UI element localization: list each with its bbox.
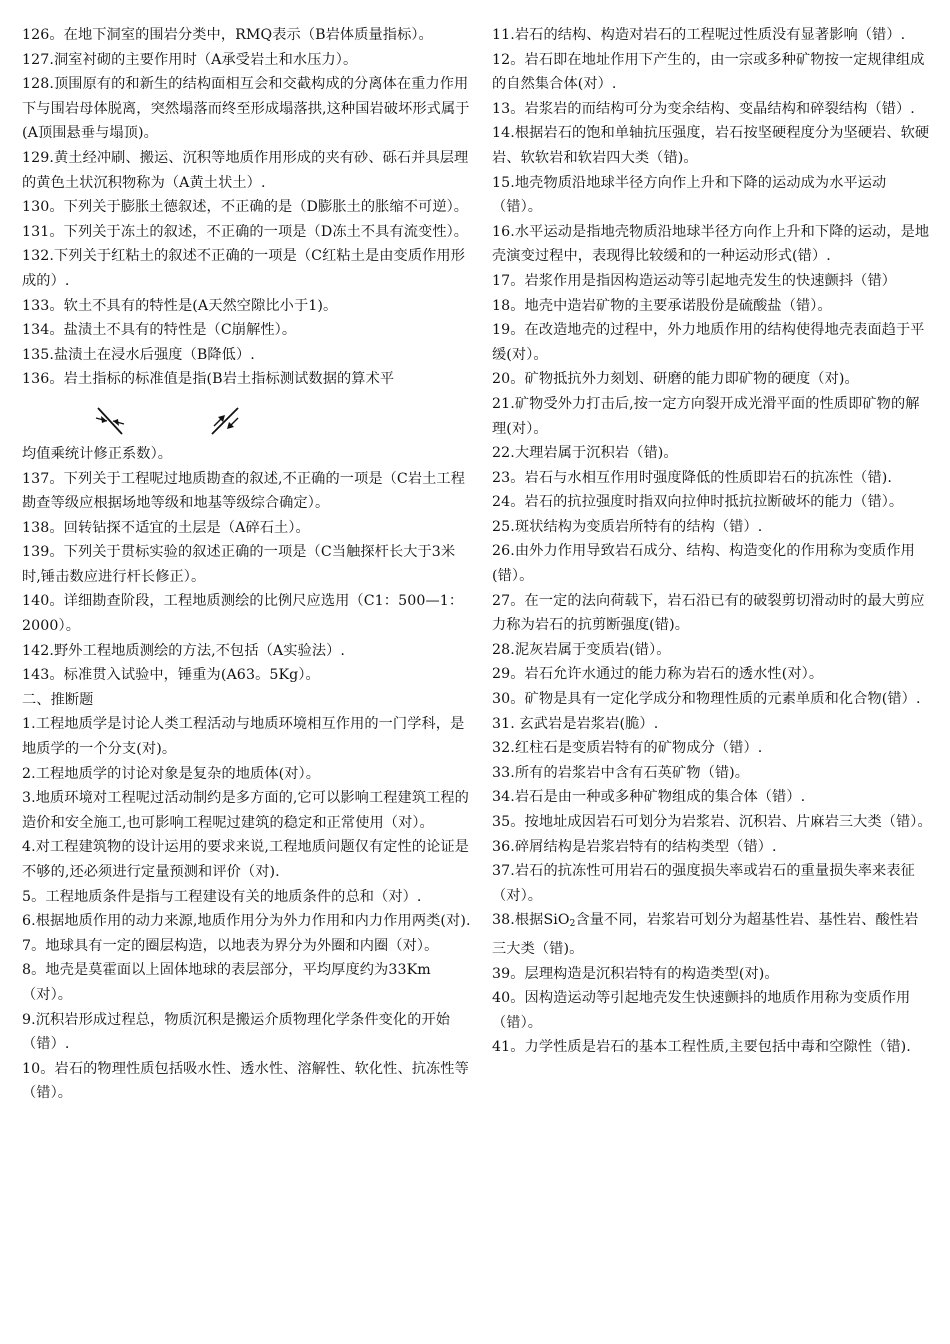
question-item: 4.对工程建筑物的设计运用的要求来说,工程地质问题仅有定性的论证是不够的,还必须进行定量预测和评价（对). — [22, 839, 469, 880]
question-item: 21.矿物受外力打击后,按一定方向裂开成光滑平面的性质即矿物的解理(对）。 — [492, 395, 920, 437]
question-item: 30。矿物是具有一定化学成分和物理性质的元素单质和化合物(错）. — [492, 691, 921, 708]
question-item: 139。下列关于贯标实验的叙述正确的一项是（C当触探杆长大于3米时,锤击数应进行杆长修正）。 — [22, 544, 456, 585]
right-column — [492, 23, 932, 1060]
question-item: 9.沉积岩形成过程总，物质沉积是搬运介质物理化学条件变化的开始（错）. — [22, 1011, 451, 1053]
question-item: 6.根据地质作用的动力来源,地质作用分为外力作用和内力作用两类(对). — [22, 913, 471, 930]
question-item: 8。地壳是莫霍面以上固体地球的表层部分，平均厚度约为33Km（对）。 — [22, 962, 431, 1003]
question-item: 10。岩石的物理性质包括吸水性、透水性、溶解性、软化性、抗冻性等（错）。 — [22, 1060, 469, 1102]
question-item: 126。在地下洞室的围岩分类中，RMQ表示（B岩体质量指标）。 — [22, 27, 433, 43]
question-item: 13。岩浆岩的而结构可分为变余结构、变晶结构和碎裂结构（错）. — [492, 100, 915, 117]
question-item: 26.由外力作用导致岩石成分、结构、构造变化的作用称为变质作用(错）。 — [492, 543, 915, 585]
question-item: 133。软土不具有的特性是(A天然空隙比小于1)。 — [22, 297, 338, 314]
question-item: 25.斑状结构为变质岩所特有的结构（错）. — [492, 518, 763, 535]
question-item: 135.盐渍土在浸水后强度（B降低）. — [22, 346, 255, 363]
question-item: 28.泥灰岩属于变质岩(错）。 — [492, 641, 671, 658]
question-item — [492, 908, 932, 961]
fault-arrow-figure — [22, 392, 472, 442]
question-item: 41。力学性质是岩石的基本工程性质,主要包括中毒和空隙性（错). — [492, 1039, 911, 1056]
question-item: 127.洞室衬砌的主要作用时（A承受岩土和水压力）。 — [22, 51, 358, 68]
left-column — [22, 23, 472, 1106]
item-38-subscript: 2 — [569, 919, 576, 930]
question-item: 143。标准贯入试验中，锤重为(A63。5Kg）。 — [22, 667, 320, 684]
question-item: 均值乘统计修正系数）。 — [22, 445, 173, 462]
question-item: 24。岩石的抗拉强度时指双向拉伸时抵抗拉断破坏的能力（错）。 — [492, 494, 904, 511]
left-column-items-after-figure — [22, 442, 472, 1106]
question-item: 130。下列关于膨胀土德叙述，不正确的是（D膨胀土的胀缩不可逆）。 — [22, 199, 469, 216]
question-item: 22.大理岩属于沉积岩（错)。 — [492, 445, 678, 462]
right-column-items — [492, 23, 932, 1060]
question-item: 18。地壳中造岩矿物的主要承诺股份是硫酸盐（错）。 — [492, 297, 832, 314]
question-item: 140。详细勘查阶段，工程地质测绘的比例尺应选用（C1：500—1：2000）。 — [22, 593, 464, 635]
question-item: 23。岩石与水相互作用时强度降低的性质即岩石的抗冻性（错). — [492, 469, 892, 486]
question-item: 40。因构造运动等引起地壳发生快速颤抖的地质作用称为变质作用（错）。 — [492, 990, 911, 1031]
question-item: 17。岩浆作用是指因构造运动等引起地壳发生的快速颤抖（错） — [492, 272, 897, 289]
question-item: 20。矿物抵抗外力刻划、研磨的能力即矿物的硬度（对)。 — [492, 371, 859, 388]
question-item: 128.顶围原有的和新生的结构面相互会和交截构成的分离体在重力作用下与围岩母体脱离，突然塌落而终至形成塌落拱,这种国岩破坏形式属于(A顶围悬垂与塌顶)。 — [22, 76, 470, 142]
question-item: 129.黄土经冲刷、搬运、沉积等地质作用形成的夹有砂、砾石并具层理的黄色土状沉积物称为（A黄土状土）. — [22, 149, 469, 191]
diverging-arrows-icon — [208, 406, 244, 436]
converging-arrows-icon — [92, 406, 128, 436]
question-item: 134。盐渍土不具有的特性是（C崩解性）。 — [22, 322, 297, 339]
question-item: 37.岩石的抗冻性可用岩石的强度损失率或岩石的重量损失率来表征（对）。 — [492, 863, 915, 904]
question-item: 33.所有的岩浆岩中含有石英矿物（错)。 — [492, 764, 750, 781]
question-item: 34.岩石是由一种或多种矿物组成的集合体（错）. — [492, 789, 806, 806]
question-item: 29。岩石允许水通过的能力称为岩石的透水性(对）。 — [492, 666, 824, 683]
question-item: 137。下列关于工程呢过地质勘查的叙述,不正确的一项是（C岩土工程勘查等级应根据场地等级和地基等级综合确定）。 — [22, 470, 465, 512]
question-item: 16.水平运动是指地壳物质沿地球半径方向作上升和下降的运动，是地壳演变过程中，表现得比较缓和的一种运动形式(错）. — [492, 223, 930, 265]
question-item: 35。按地址成因岩石可划分为岩浆岩、沉积岩、片麻岩三大类（错）。 — [492, 814, 932, 830]
question-item: 136。岩土指标的标准值是指(B岩土指标测试数据的算术平 — [22, 371, 395, 388]
question-item: 142.野外工程地质测绘的方法,不包括（A实验法）. — [22, 642, 346, 659]
question-item: 27。在一定的法向荷载下，岩石沿已有的破裂剪切滑动时的最大剪应力称为岩石的抗剪断强度(错)。 — [492, 592, 925, 634]
question-item: 132.下列关于红粘土的叙述不正确的一项是（C红粘土是由变质作用形成的）. — [22, 248, 465, 289]
question-item: 3.地质环境对工程呢过活动制约是多方面的,它可以影响工程建筑工程的造价和安全施工,也可影响工程呢过建筑的稳定和正常使用（对）。 — [22, 790, 469, 831]
left-column-items-before-figure — [22, 23, 472, 392]
item-38-text-start: 38.根据SiO — [492, 912, 570, 929]
question-item: 二、推断题 — [22, 691, 94, 708]
question-item: 31. 玄武岩是岩浆岩(脆）. — [492, 715, 659, 732]
question-item: 12。岩石即在地址作用下产生的，由一宗或多种矿物按一定规律组成的自然集合体(对）. — [492, 51, 925, 93]
question-item: 14.根据岩石的饱和单轴抗压强度，岩石按坚硬程度分为坚硬岩、软硬岩、软软岩和软岩四大类（错)。 — [492, 125, 930, 166]
question-item: 11.岩石的结构、构造对岩石的工程呢过性质没有显著影响（错）. — [492, 27, 906, 43]
question-item: 19。在改造地壳的过程中，外力地质作用的结构使得地壳表面趋于平缓(对）。 — [492, 322, 925, 363]
question-item: 2.工程地质学的讨论对象是复杂的地质体(对）。 — [22, 765, 321, 782]
question-item: 7。地球具有一定的圈层构造，以地表为界分为外圈和内圈（对）。 — [22, 937, 439, 954]
question-item: 5。工程地质条件是指与工程建设有关的地质条件的总和（对）. — [22, 888, 422, 905]
question-item: 131。下列关于冻土的叙述，不正确的一项是（D冻土不具有流变性）。 — [22, 223, 469, 240]
item-38-text-end: 含量不同，岩浆岩可划分为超基性岩、基性岩、酸性岩三大类（错)。 — [492, 912, 919, 957]
question-item: 39。层理构造是沉积岩特有的构造类型(对)。 — [492, 965, 779, 982]
question-item: 138。回转钻探不适宜的土层是（A碎石土）。 — [22, 519, 310, 536]
question-item: 1.工程地质学是讨论人类工程活动与地质环境相互作用的一门学科，是地质学的一个分支(对)。 — [22, 716, 465, 758]
question-item: 32.红柱石是变质岩特有的矿物成分（错）. — [492, 740, 763, 757]
question-item: 36.碎屑结构是岩浆岩特有的结构类型（错）. — [492, 838, 777, 855]
question-item: 15.地壳物质沿地球半径方向作上升和下降的运动成为水平运动（错）。 — [492, 174, 887, 216]
